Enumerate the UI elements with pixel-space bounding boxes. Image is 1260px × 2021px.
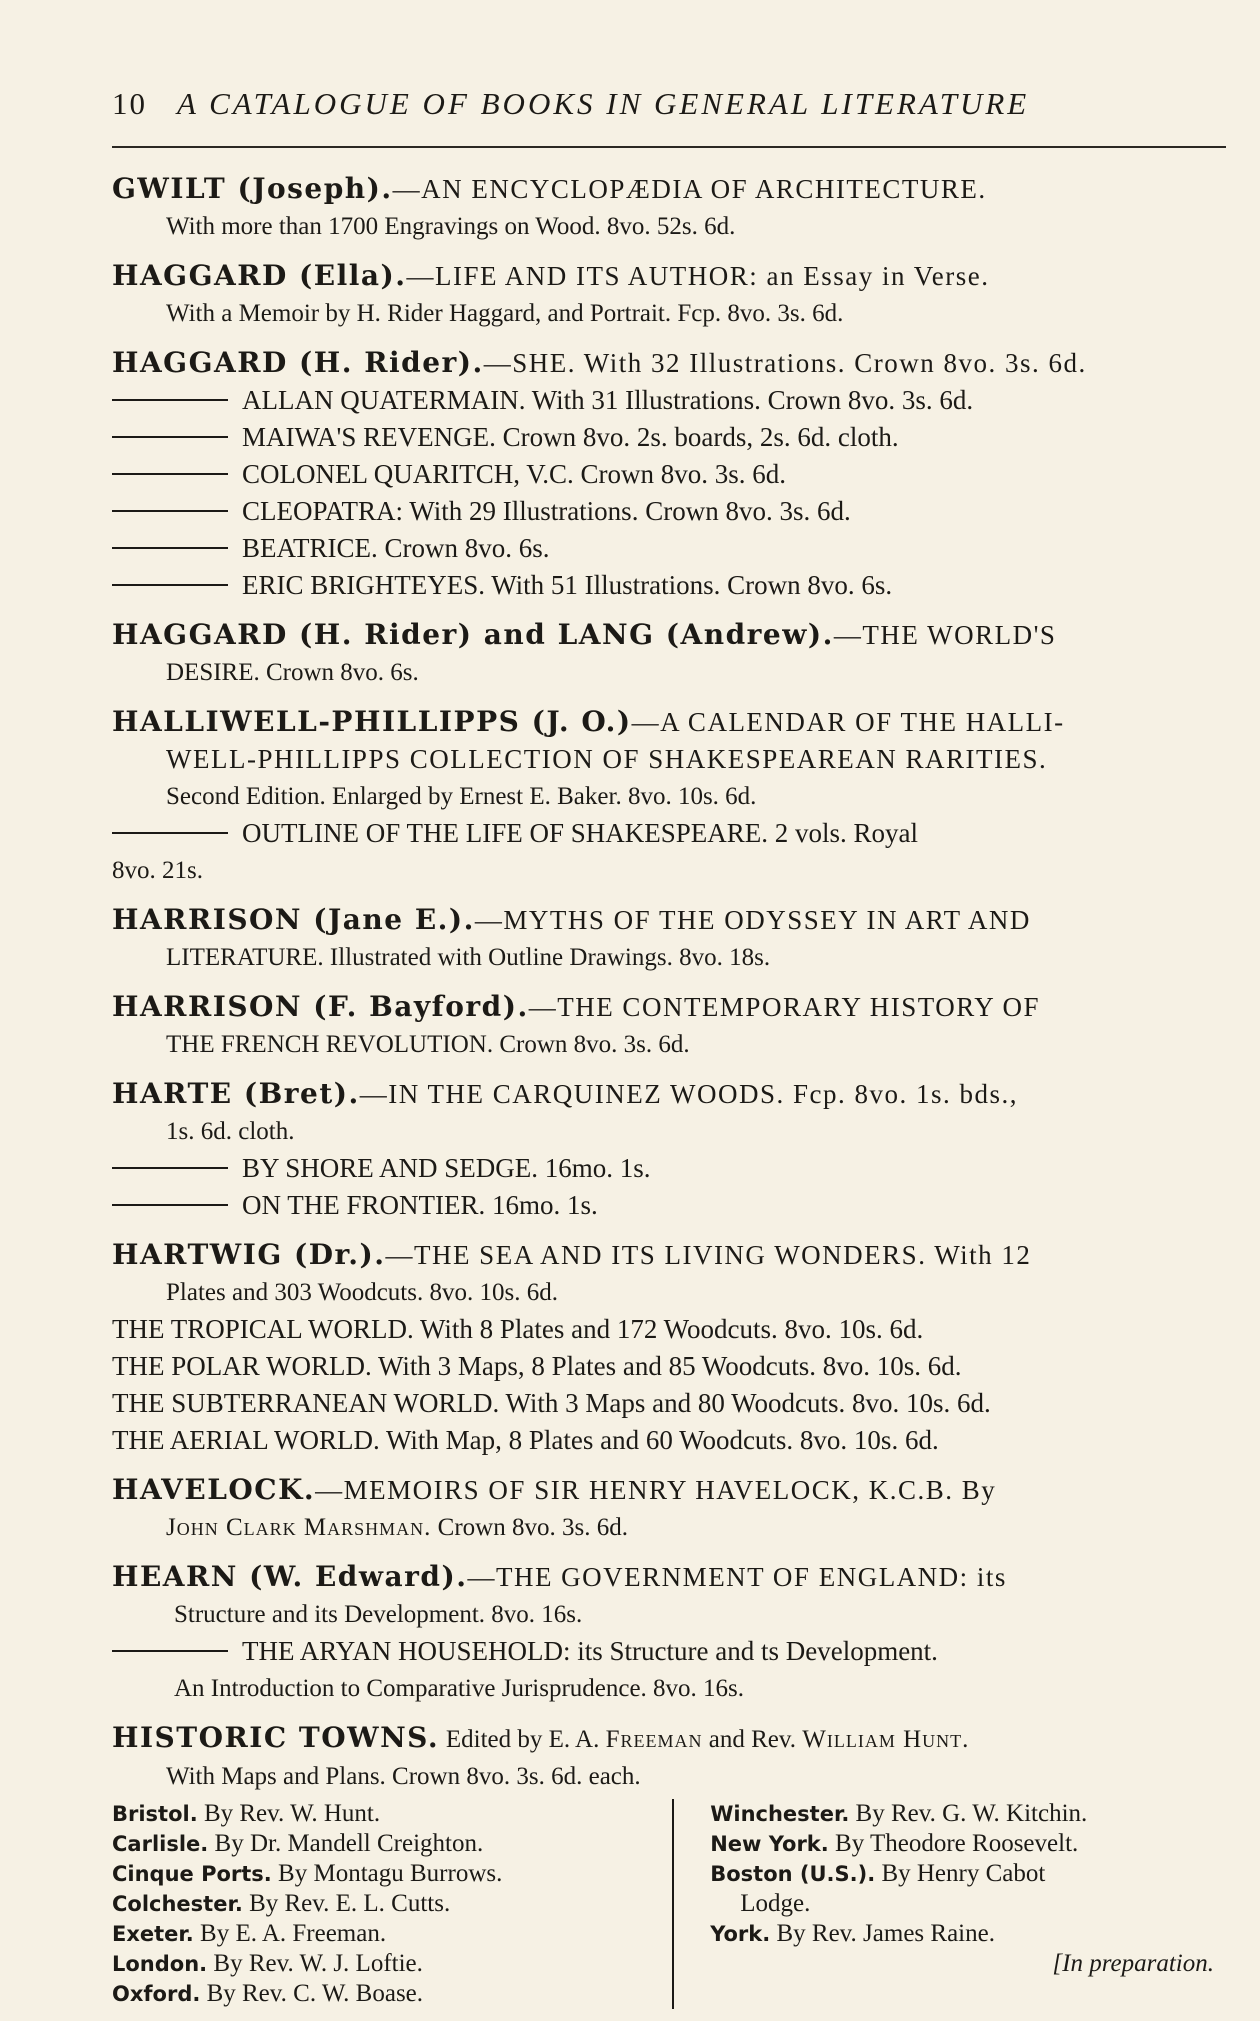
book-title: ON THE FRONTIER. 16mo. 1s. bbox=[242, 1190, 598, 1220]
book-details: DESIRE. Crown 8vo. 6s. bbox=[166, 659, 419, 686]
book-title: —THE CONTEMPORARY HISTORY OF bbox=[528, 992, 1041, 1022]
author-heading: HARTWIG (Dr.). bbox=[112, 1238, 386, 1271]
ditto-line bbox=[112, 382, 1226, 419]
entry-haggard-ella bbox=[112, 257, 1226, 332]
editors-prefix: Edited by E. A. bbox=[445, 1726, 606, 1753]
entry-havelock bbox=[112, 1471, 1226, 1546]
ditto-dash bbox=[112, 510, 228, 512]
in-preparation-note: [In preparation. bbox=[1052, 1950, 1214, 1977]
entry-halliwell bbox=[112, 703, 1226, 889]
book-details: With a Memoir by H. Rider Haggard, and Portrait. Fcp. 8vo. 3s. 6d. bbox=[166, 300, 844, 327]
ditto-line bbox=[112, 419, 1226, 456]
book-title: —LIFE AND ITS AUTHOR: an Essay in Verse. bbox=[406, 261, 990, 291]
entry-hartwig bbox=[112, 1236, 1226, 1459]
book-title: —MYTHS OF THE ODYSSEY IN ART AND bbox=[474, 905, 1031, 935]
town-item bbox=[112, 1889, 660, 1919]
town-item bbox=[112, 1949, 660, 1979]
town-item bbox=[710, 1829, 1214, 1859]
ditto-dash bbox=[112, 1204, 228, 1206]
town-name: Boston (U.S.). bbox=[710, 1862, 876, 1886]
town-author: By Rev. W. J. Loftie. bbox=[213, 1950, 423, 1977]
town-item bbox=[710, 1919, 1214, 1949]
book-title: CLEOPATRA: With 29 Illustrations. Crown 8vo. 3s. 6d. bbox=[242, 496, 851, 526]
town-author: By Rev. C. W. Boase. bbox=[206, 1980, 424, 2007]
author-heading: HAVELOCK. bbox=[112, 1473, 316, 1506]
ditto-line bbox=[112, 456, 1226, 493]
ditto-line bbox=[112, 1187, 1226, 1224]
entry-harte bbox=[112, 1075, 1226, 1224]
book-title: THE POLAR WORLD. With 3 Maps, 8 Plates and 85 Woodcuts. 8vo. 10s. 6d. bbox=[112, 1351, 962, 1381]
town-name: Carlisle. bbox=[112, 1832, 209, 1856]
author-heading: HALLIWELL-PHILLIPPS (J. O.) bbox=[112, 705, 632, 738]
book-title: MAIWA'S REVENGE. Crown 8vo. 2s. boards, 2s. 6d. cloth. bbox=[242, 422, 899, 452]
book-details: Structure and its Development. 8vo. 16s. bbox=[174, 1601, 583, 1628]
ditto-dash bbox=[112, 473, 228, 475]
series-heading: HISTORIC TOWNS. bbox=[112, 1721, 440, 1754]
book-title: THE SUBTERRANEAN WORLD. With 3 Maps and 80 Woodcuts. 8vo. 10s. 6d. bbox=[112, 1388, 991, 1418]
book-title-continued: WELL-PHILLIPPS COLLECTION OF SHAKESPEAREAN RARITIES. bbox=[166, 744, 1048, 774]
ditto-line bbox=[112, 815, 1226, 852]
book-title: ERIC BRIGHTEYES. With 51 Illustrations. Crown 8vo. 6s. bbox=[242, 570, 893, 600]
book-title: —MEMOIRS OF SIR HENRY HAVELOCK, K.C.B. By bbox=[315, 1475, 997, 1505]
ditto-dash bbox=[112, 584, 228, 586]
book-details: 1s. 6d. cloth. bbox=[166, 1118, 295, 1145]
running-title: A CATALOGUE OF BOOKS IN GENERAL LITERATURE bbox=[177, 86, 1030, 121]
town-item bbox=[710, 1799, 1214, 1829]
ditto-line bbox=[112, 493, 1226, 530]
book-title: —IN THE CARQUINEZ WOODS. Fcp. 8vo. 1s. bds., bbox=[359, 1079, 1019, 1109]
town-item bbox=[112, 1979, 660, 2009]
entry-harrison-f bbox=[112, 988, 1226, 1063]
town-author: By Rev. E. L. Cutts. bbox=[249, 1890, 451, 1917]
editors-joiner: and Rev. bbox=[702, 1726, 803, 1753]
book-title: OUTLINE OF THE LIFE OF SHAKESPEARE. 2 vols. Royal bbox=[242, 818, 919, 848]
entry-gwilt bbox=[112, 170, 1226, 245]
entry-harrison-jane bbox=[112, 901, 1226, 976]
book-title: THE AERIAL WORLD. With Map, 8 Plates and 60 Woodcuts. 8vo. 10s. 6d. bbox=[112, 1425, 939, 1455]
book-details: Plates and 303 Woodcuts. 8vo. 10s. 6d. bbox=[166, 1279, 558, 1306]
book-details: LITERATURE. Illustrated with Outline Drawings. 8vo. 18s. bbox=[166, 944, 771, 971]
town-name: London. bbox=[112, 1952, 208, 1976]
author-heading: HARRISON (F. Bayford). bbox=[112, 990, 529, 1023]
ditto-dash bbox=[112, 832, 228, 834]
book-details: Second Edition. Enlarged by Ernest E. Baker. 8vo. 10s. 6d. bbox=[166, 783, 757, 810]
town-name: Oxford. bbox=[112, 1982, 201, 2006]
book-details: With more than 1700 Engravings on Wood. 8vo. 52s. 6d. bbox=[166, 213, 736, 240]
editor-name: William Hunt. bbox=[802, 1726, 970, 1753]
book-title: —A CALENDAR OF THE HALLI- bbox=[631, 707, 1065, 737]
town-item bbox=[112, 1859, 660, 1889]
ditto-dash bbox=[112, 399, 228, 401]
book-details: Crown 8vo. 3s. 6d. bbox=[437, 1514, 628, 1541]
town-name: Bristol. bbox=[112, 1802, 198, 1826]
ditto-dash bbox=[112, 547, 228, 549]
town-author-continued: Lodge. bbox=[740, 1890, 811, 1917]
ditto-dash bbox=[112, 1167, 228, 1169]
author-heading: HEARN (W. Edward). bbox=[112, 1560, 468, 1593]
town-name: New York. bbox=[710, 1832, 829, 1856]
editor-name: Freeman bbox=[605, 1726, 703, 1753]
book-title: BEATRICE. Crown 8vo. 6s. bbox=[242, 533, 550, 563]
author-heading: GWILT (Joseph). bbox=[112, 172, 393, 205]
town-author: By Rev. G. W. Kitchin. bbox=[855, 1800, 1088, 1827]
town-name: Colchester. bbox=[112, 1892, 243, 1916]
book-title: —THE WORLD'S bbox=[833, 620, 1057, 650]
book-details: An Introduction to Comparative Jurisprudence. 8vo. 16s. bbox=[174, 1675, 745, 1702]
book-details: THE FRENCH REVOLUTION. Crown 8vo. 3s. 6d. bbox=[166, 1031, 690, 1058]
ditto-dash bbox=[112, 436, 228, 438]
town-author: By Rev. W. Hunt. bbox=[203, 1800, 381, 1827]
page-number: 10 bbox=[112, 86, 147, 121]
ditto-dash bbox=[112, 1650, 228, 1652]
author-name: John Clark Marshman. bbox=[166, 1514, 432, 1541]
book-title: —THE SEA AND ITS LIVING WONDERS. With 12 bbox=[385, 1240, 1032, 1270]
ditto-line bbox=[112, 1633, 1226, 1670]
book-title: —AN ENCYCLOPÆDIA OF ARCHITECTURE. bbox=[392, 174, 987, 204]
town-author: By Rev. James Raine. bbox=[776, 1920, 995, 1947]
town-author: By Henry Cabot bbox=[881, 1860, 1046, 1887]
book-title: THE ARYAN HOUSEHOLD: its Structure and ts Development. bbox=[242, 1636, 938, 1666]
town-name: Winchester. bbox=[710, 1802, 850, 1826]
author-heading: HAGGARD (H. Rider). bbox=[112, 346, 484, 379]
town-author: By E. A. Freeman. bbox=[200, 1920, 387, 1947]
entry-haggard-lang bbox=[112, 616, 1226, 691]
book-title: ALLAN QUATERMAIN. With 31 Illustrations. Crown 8vo. 3s. 6d. bbox=[242, 385, 974, 415]
town-author: By Dr. Mandell Creighton. bbox=[214, 1830, 484, 1857]
town-author: By Montagu Burrows. bbox=[278, 1860, 503, 1887]
town-item bbox=[112, 1799, 660, 1829]
ditto-line bbox=[112, 567, 1226, 604]
catalogue-entries bbox=[112, 170, 1226, 2021]
town-name: Cinque Ports. bbox=[112, 1862, 272, 1886]
author-heading: HAGGARD (H. Rider) and LANG (Andrew). bbox=[112, 618, 834, 651]
entry-haggard-rider bbox=[112, 344, 1226, 604]
ditto-line bbox=[112, 1150, 1226, 1187]
header-rule bbox=[112, 146, 1226, 148]
book-details: 8vo. 21s. bbox=[112, 857, 203, 884]
town-name: Exeter. bbox=[112, 1922, 194, 1946]
entry-historic-towns bbox=[112, 1719, 1226, 2009]
author-heading: HAGGARD (Ella). bbox=[112, 259, 407, 292]
book-title: COLONEL QUARITCH, V.C. Crown 8vo. 3s. 6d. bbox=[242, 459, 787, 489]
towns-column-right bbox=[672, 1799, 1226, 2009]
book-title: BY SHORE AND SEDGE. 16mo. 1s. bbox=[242, 1153, 651, 1183]
towns-column-left bbox=[112, 1799, 672, 2009]
running-header bbox=[112, 86, 1222, 122]
towns-list bbox=[112, 1799, 1226, 2009]
author-heading: HARRISON (Jane E.). bbox=[112, 903, 475, 936]
town-name: York. bbox=[710, 1922, 771, 1946]
entry-hearn bbox=[112, 1558, 1226, 1707]
book-title: —THE GOVERNMENT OF ENGLAND: its bbox=[467, 1562, 1007, 1592]
ditto-line bbox=[112, 530, 1226, 567]
town-item bbox=[710, 1859, 1214, 1889]
town-item bbox=[112, 1919, 660, 1949]
book-title: —SHE. With 32 Illustrations. Crown 8vo. 3s. 6d. bbox=[483, 348, 1087, 378]
town-author: By Theodore Roosevelt. bbox=[835, 1830, 1079, 1857]
book-title: THE TROPICAL WORLD. With 8 Plates and 172 Woodcuts. 8vo. 10s. 6d. bbox=[112, 1314, 924, 1344]
author-heading: HARTE (Bret). bbox=[112, 1077, 360, 1110]
book-details: With Maps and Plans. Crown 8vo. 3s. 6d. each. bbox=[166, 1763, 641, 1790]
town-item bbox=[112, 1829, 660, 1859]
